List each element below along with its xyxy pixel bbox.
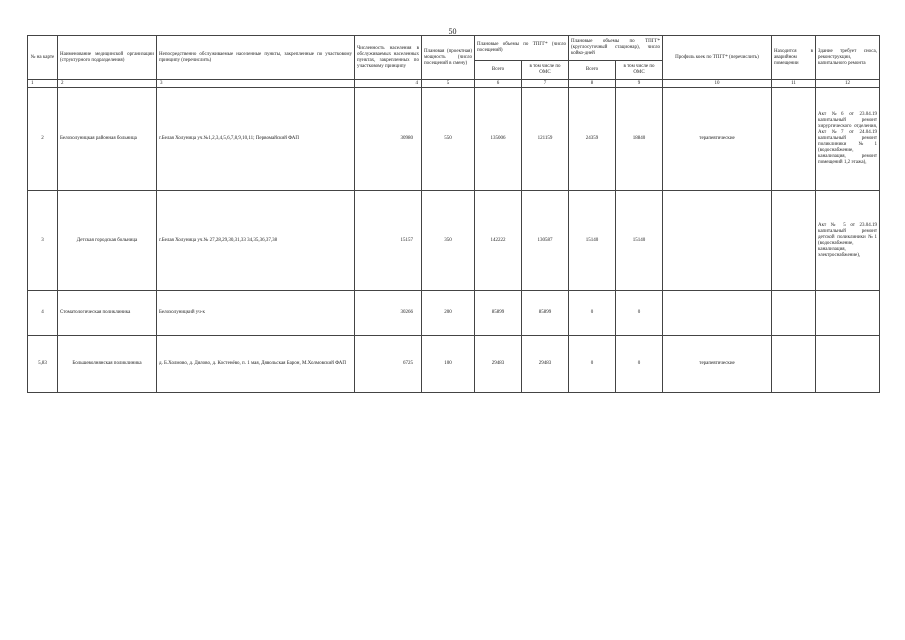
cell-capacity: 200 (422, 291, 475, 336)
column-number: 1 (28, 80, 58, 88)
cell-organization: Детская городская больница (58, 191, 157, 291)
column-number: 10 (663, 80, 772, 88)
cell-bed-profile (663, 191, 772, 291)
cell-visits-total: 29483 (475, 336, 522, 393)
cell-beddays-total: 15140 (569, 191, 616, 291)
column-number: 7 (522, 80, 569, 88)
cell-beddays-total: 0 (569, 291, 616, 336)
header-map-number: № на карте (28, 36, 58, 80)
cell-settlements: г.Белая Холуница уч.№ 27,28,29,30,31,33 34,35,36,37,38 (157, 191, 355, 291)
header-emergency: Находится в аварийном помещении (772, 36, 816, 80)
cell-population: 15157 (355, 191, 422, 291)
table-row (28, 336, 880, 393)
header-repair: Здание требует сноса, реконструкции, капитального ремонта (816, 36, 880, 80)
header-capacity: Плановая (проектная) мощность (число посещений в смену) (422, 36, 475, 80)
cell-capacity: 100 (422, 336, 475, 393)
column-number: 12 (816, 80, 880, 88)
cell-beddays-total: 0 (569, 336, 616, 393)
cell-repair: Акт №6 от 23.04.19 капитальный ремонт хирургического отделения, Акт №7 от 24.04.19 капитальный ремонт поликлиники №1 (водоснабжение, канализация, ремонт помещений 1,2 этажа), (816, 88, 880, 191)
cell-population: 30266 (355, 291, 422, 336)
cell-beddays-oms: 0 (616, 336, 663, 393)
cell-organization: Белохолуницкая районная больница (58, 88, 157, 191)
header-visits-total: Всего (475, 61, 522, 80)
table-row (28, 291, 880, 336)
cell-settlements: Белохолуницкий уч-к (157, 291, 355, 336)
cell-population: 30980 (355, 88, 422, 191)
page-number: 50 (448, 27, 457, 36)
header-bed-profile: Профиль коек по ТПГГ* (перечислить) (663, 36, 772, 80)
cell-visits-total: 135006 (475, 88, 522, 191)
header-population: Численность населения в обслуживаемых населенных пунктах, закрепленных по участковому принципу (355, 36, 422, 80)
column-number: 8 (569, 80, 616, 88)
cell-visits-total: 142222 (475, 191, 522, 291)
column-number: 4 (355, 80, 422, 88)
cell-map-number: 4 (28, 291, 58, 336)
cell-emergency (772, 291, 816, 336)
cell-emergency (772, 88, 816, 191)
cell-population: 6725 (355, 336, 422, 393)
cell-capacity: 550 (422, 88, 475, 191)
column-number: 2 (58, 80, 157, 88)
cell-bed-profile (663, 291, 772, 336)
cell-beddays-oms: 15140 (616, 191, 663, 291)
header-beddays-group: Плановые объемы по ТПГГ* (круглосуточный стационар), число койко-дней (569, 36, 663, 61)
column-number: 11 (772, 80, 816, 88)
column-number: 3 (157, 80, 355, 88)
cell-visits-oms: 130587 (522, 191, 569, 291)
header-beddays-total: Всего (569, 61, 616, 80)
cell-capacity: 350 (422, 191, 475, 291)
cell-visits-total: 85899 (475, 291, 522, 336)
cell-bed-profile: терапевтические (663, 88, 772, 191)
cell-organization: Стоматологическая поликлиника (58, 291, 157, 336)
cell-repair (816, 291, 880, 336)
cell-map-number: 2 (28, 88, 58, 191)
table-row (28, 88, 880, 191)
cell-beddays-oms: 18840 (616, 88, 663, 191)
cell-visits-oms: 121159 (522, 88, 569, 191)
registry-table (27, 35, 880, 393)
cell-map-number: 5,83 (28, 336, 58, 393)
cell-settlements: г.Белая Холуница уч.№1,2,3,4,5,6,7,8,9,10,11; Первомайский ФАП (157, 88, 355, 191)
cell-visits-oms: 85899 (522, 291, 569, 336)
column-number: 6 (475, 80, 522, 88)
column-number: 9 (616, 80, 663, 88)
header-row (28, 36, 880, 61)
header-settlements: Непосредственно обслуживаемые населенные пункты, закрепленные по участковому принципу (перечислить) (157, 36, 355, 80)
header-beddays-oms: в том числе по ОМС (616, 61, 663, 80)
cell-visits-oms: 29483 (522, 336, 569, 393)
cell-repair: Акт № 5 от 23.04.19 капитальный ремонт детской поликлиники №1 (водоснабжение, канализация, электроснабжение), (816, 191, 880, 291)
cell-organization: Большеволнянская поликлиника (58, 336, 157, 393)
column-number: 5 (422, 80, 475, 88)
header-visits-group: Плановые объемы по ТПГГ* (число посещений) (475, 36, 569, 61)
cell-emergency (772, 191, 816, 291)
cell-beddays-oms: 0 (616, 291, 663, 336)
cell-settlements: д. Б.Холмово, д. Дялово, д. Костенёво, п. 1 мая, Дявольская Барон, М.Холмовский ФАП (157, 336, 355, 393)
cell-emergency (772, 336, 816, 393)
table-row (28, 191, 880, 291)
header-visits-oms: в том числе по ОМС (522, 61, 569, 80)
cell-bed-profile: терапевтические (663, 336, 772, 393)
cell-repair (816, 336, 880, 393)
header-organization: Наименование медицинской организации (структурного подразделения) (58, 36, 157, 80)
cell-beddays-total: 24359 (569, 88, 616, 191)
column-number-row (28, 80, 880, 88)
cell-map-number: 3 (28, 191, 58, 291)
